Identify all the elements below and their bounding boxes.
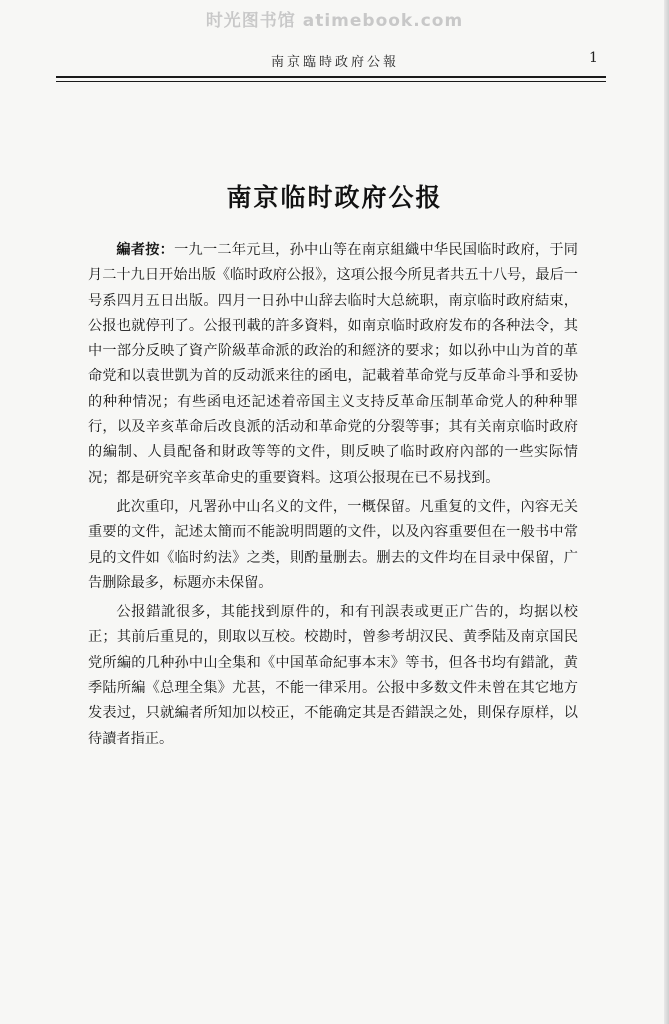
running-header-title: 南京臨時政府公報 [270, 55, 399, 70]
page-number: 1 [589, 50, 598, 66]
paragraph-editor-note [88, 238, 578, 491]
header-rule-thin [56, 81, 606, 82]
paragraph-text: 此次重印，凡署孙中山名义的文件，一概保留。凡重复的文件，內容无关重要的文件，記述太簡而不能說明問題的文件，以及內容重要但在一般书中常見的文件如《临时約法》之类，則酌量删去。删去的文件均在目录中保留，广告删除最多，标題亦未保留。 [88, 498, 578, 591]
paragraph-collation-notes [88, 600, 578, 752]
editor-note-body [88, 238, 578, 752]
header-rule-thick [56, 76, 606, 78]
paragraph-text: 公报錯訛很多，其能找到原件的，和有刊誤表或更正广告的，均据以校正；其前后重見的，則取以互校。校勘时，曾参考胡汉民、黄季陆及南京国民党所編的几种孙中山全集和《中国革命紀事本末》等书，但各书均有錯訛，黄季陆所編《总理全集》尤甚，不能一律采用。公报中多数文件未曾在其它地方发表过，只就編者所知加以校正，不能确定其是否錯誤之处，則保存原样，以待讀者指正。 [88, 604, 578, 747]
document-title: 南京临时政府公报 [226, 183, 443, 212]
paragraph-text: 一九一二年元旦，孙中山等在南京組織中华民国临时政府，于同月二十九日开始出版《临时政府公报》，这項公报今所見者共五十八号，最后一号系四月五日出版。四月一日孙中山辞去临时大总統职，南京临时政府結束，公报也就停刊了。公报刊載的許多資料，如南京临时政府发布的各种法令，其中一部分反映了資产阶級革命派的政治的和經济的要求；如以孙中山为首的革命党和以袁世凱为首的反动派来往的函电，記載着革命党与反革命斗爭和妥协的种种情况；有些函电还記述着帝国主义支持反革命压制革命党人的种种罪行，以及辛亥革命后改良派的活动和革命党的分裂等事；其有关南京临时政府的編制、人員配备和財政等等的文件，則反映了临时政府內部的一些实际情况；都是研究辛亥革命史的重要資料。这項公报現在已不易找到。 [88, 242, 578, 486]
watermark-text: 时光图书馆 atimebook.com [205, 11, 464, 31]
paragraph-reprint-policy [88, 495, 578, 596]
page-edge-shadow [664, 0, 669, 1024]
editor-note-lead: 編者按： [116, 242, 175, 258]
